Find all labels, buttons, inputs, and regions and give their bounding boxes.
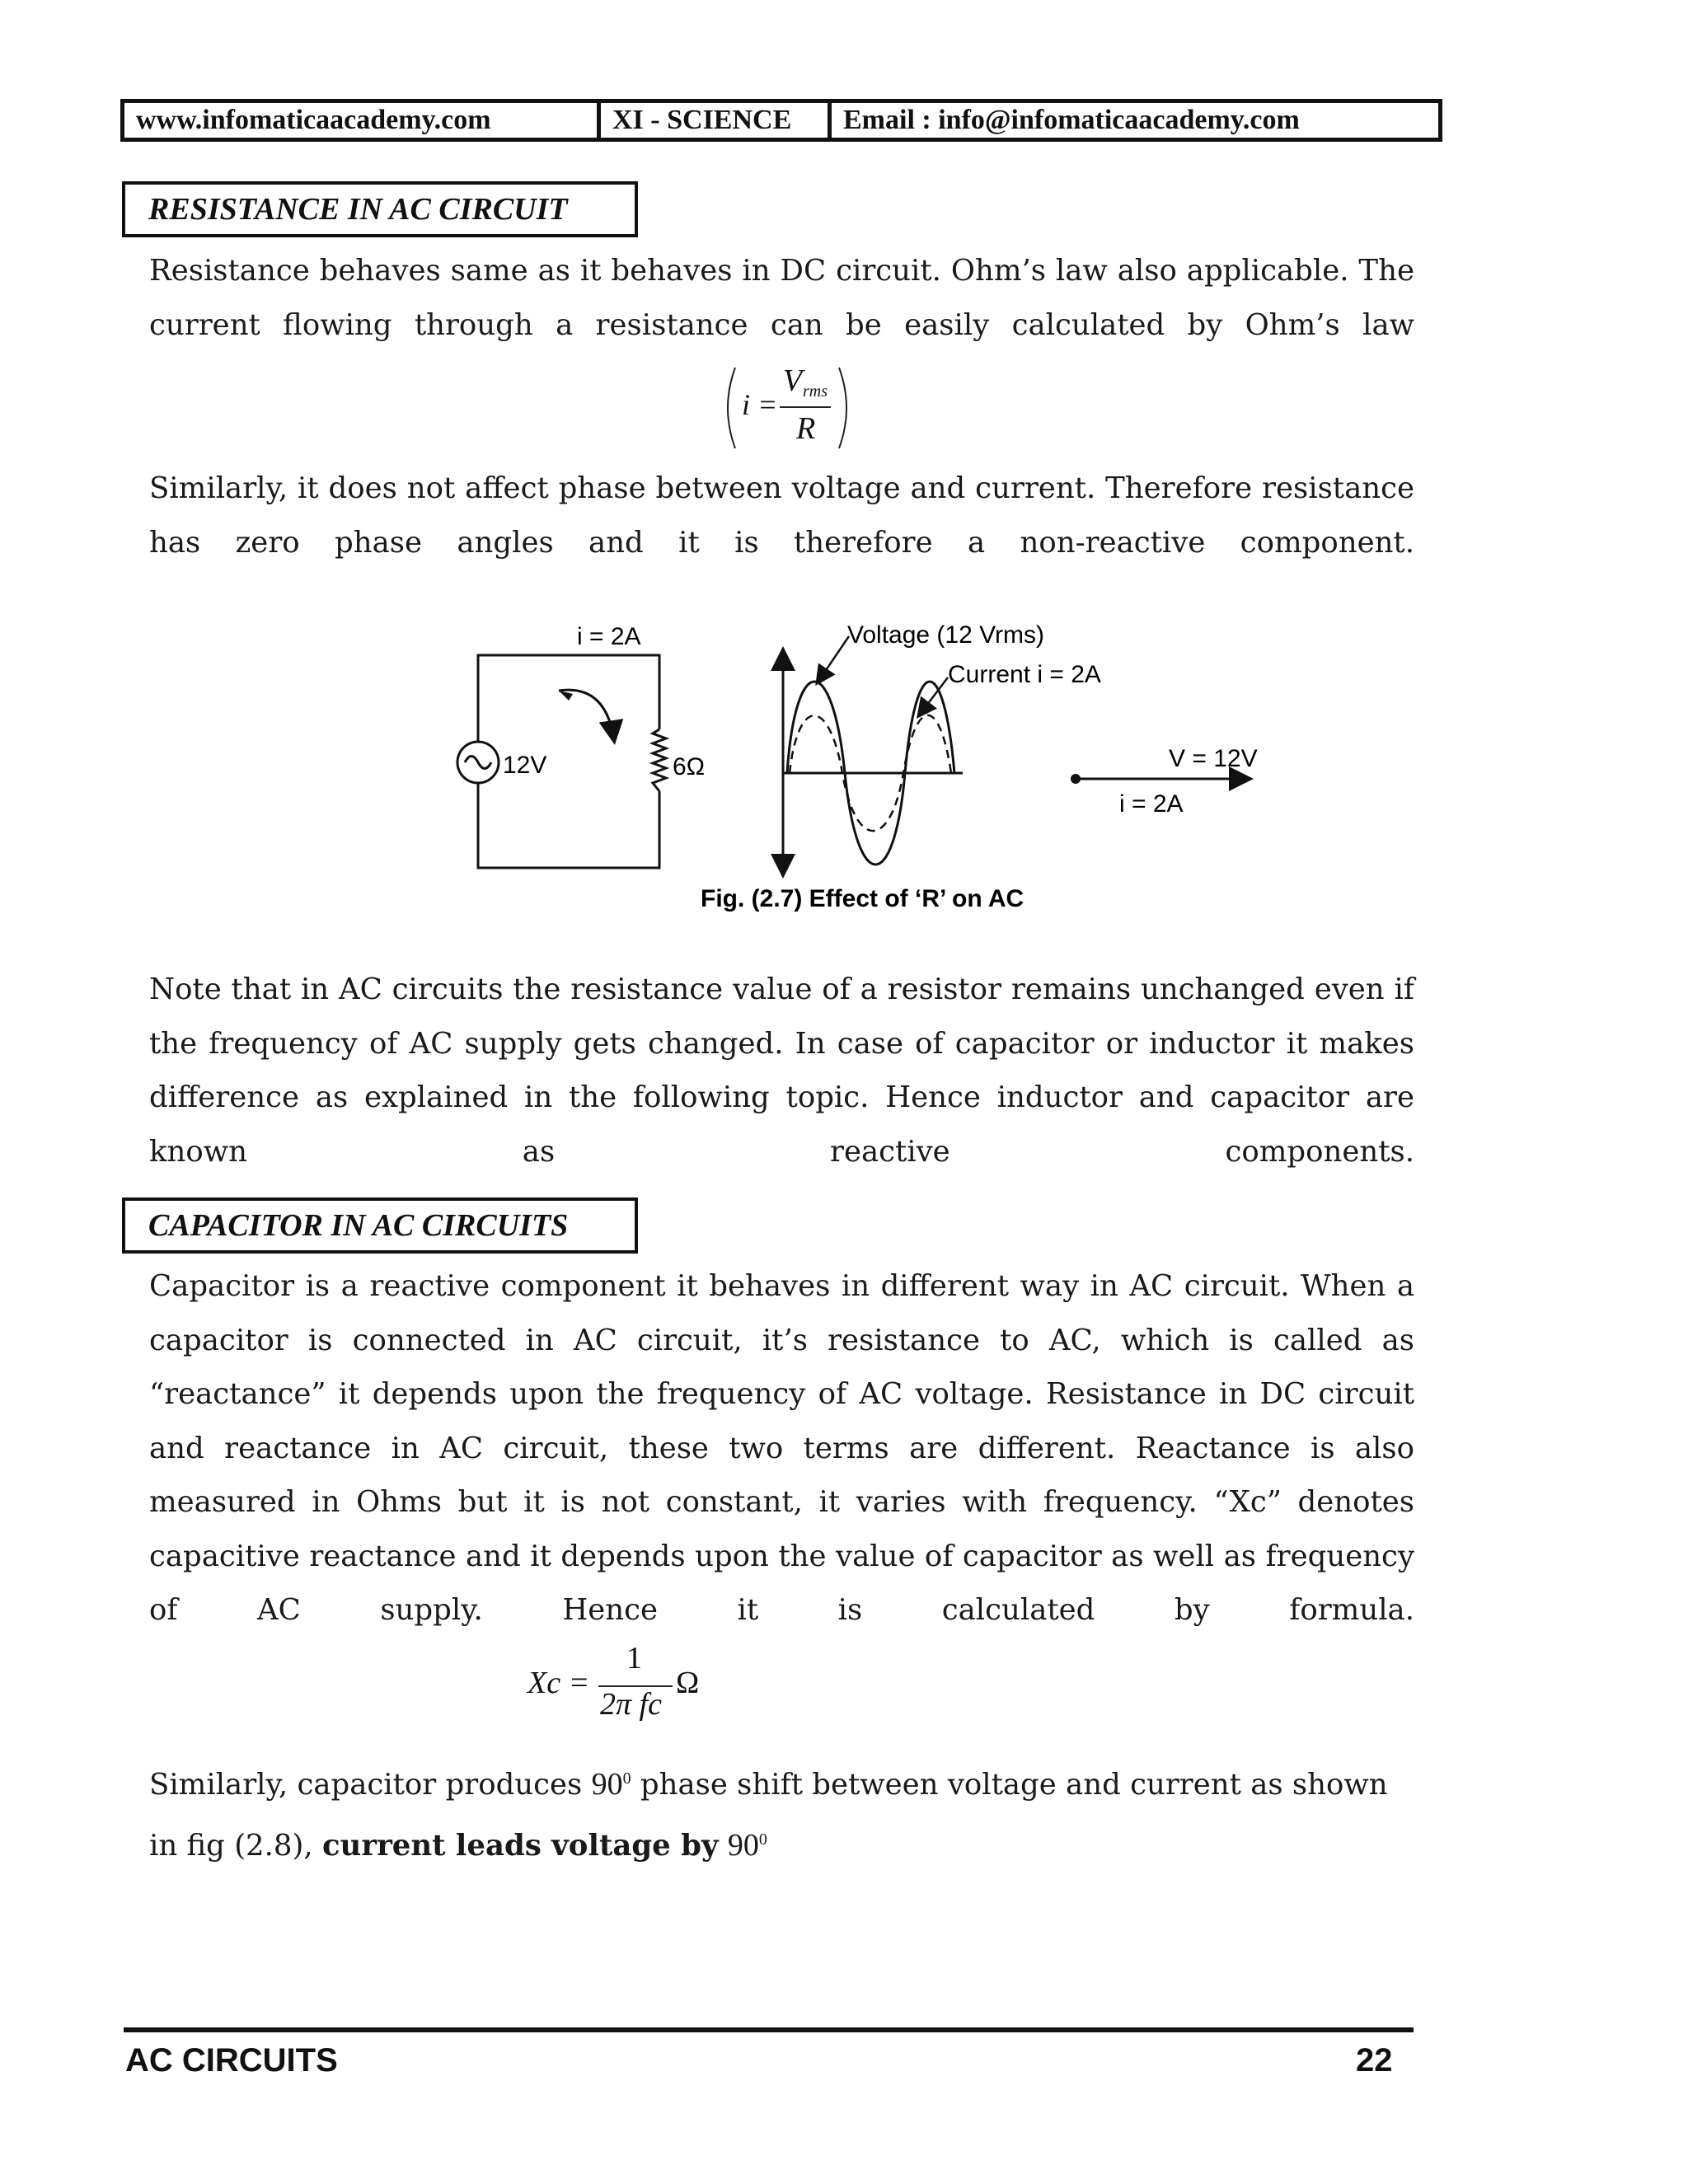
- capacitor-paragraph-1: Capacitor is a reactive component it behaves in different way in AC circuit. When a capacitor is connected in AC circuit, it’s resistance to AC, which is called as “reactance” it depends upon the frequency of AC voltage. Resistance in DC circuit and reactance in AC circuit, these two terms are different. Reactance is also measured in Ohms but it is not constant, it varies with frequency. “Xc” denotes capacitive reactance and it depends upon the value of capacitor as well as frequency of AC supply. Hence it is calculated by formula.: [149, 1269, 1414, 1627]
- phasor-diagram: [1071, 745, 1258, 818]
- section-heading-resistance: RESISTANCE IN AC CIRCUIT: [122, 181, 638, 237]
- phasor-voltage-label: V = 12V: [1169, 745, 1258, 772]
- header-email: Email : info@infomaticaacademy.com: [843, 105, 1300, 135]
- lead-degree-superscript: 0: [758, 1830, 767, 1849]
- figure-caption: Fig. (2.7) Effect of ‘R’ on AC: [701, 885, 1025, 912]
- resistor-value-label: 6Ω: [673, 753, 706, 780]
- degree-superscript: 0: [622, 1769, 631, 1788]
- ohms-law-formula: [717, 363, 857, 453]
- phasor-current-label: i = 2A: [1119, 790, 1184, 818]
- capacitor-paragraph-2: [149, 1752, 1418, 1811]
- footer-title: AC CIRCUITS: [125, 2042, 338, 2079]
- para2-text-b: phase shift between voltage and current as shown: [640, 1767, 1388, 1802]
- reactance-formula: [528, 1640, 717, 1731]
- circuit-current-label: i = 2A: [577, 623, 641, 650]
- xc-unit: Ω: [676, 1666, 700, 1700]
- lead-angle: 90: [727, 1827, 759, 1863]
- section-heading-capacitor: CAPACITOR IN AC CIRCUITS: [122, 1197, 638, 1254]
- header-website: www.infomaticaacademy.com: [124, 103, 601, 138]
- xc-numerator: 1: [626, 1641, 642, 1675]
- formula-denominator: R: [796, 411, 816, 446]
- voltage-wave-label: Voltage (12 Vrms): [847, 621, 1044, 649]
- capacitor-paragraph-3: [149, 1813, 1414, 1872]
- footer-divider: [124, 2027, 1414, 2032]
- formula-numerator: V: [783, 363, 803, 398]
- page-number: 22: [1356, 2042, 1393, 2079]
- formula-subscript: rms: [803, 382, 828, 401]
- resistance-paragraph-2: Similarly, it does not affect phase between voltage and current. Therefore resistance has zero phase angles and it is therefore a non-reactive component.: [149, 471, 1414, 560]
- header-class: XI - SCIENCE: [601, 103, 832, 138]
- waveform-graph: [783, 621, 1101, 874]
- formula-lhs: i =: [742, 388, 778, 421]
- resistance-paragraph-1: Resistance behaves same as it behaves in DC circuit. Ohm’s law also applicable. The current flowing through a resistance can be easily calculated by Ohm’s law: [149, 254, 1414, 342]
- page-header: [120, 99, 1442, 142]
- para3-bold-text: current leads voltage by: [321, 1828, 719, 1863]
- xc-denominator: 2π fc: [600, 1687, 662, 1722]
- resistor-icon: [653, 729, 666, 791]
- xc-lhs: Xc =: [528, 1666, 590, 1700]
- para2-text-a: Similarly, capacitor produces: [149, 1767, 583, 1802]
- circuit-schematic: [457, 623, 705, 868]
- para3-text-a: in fig (2.8),: [149, 1828, 313, 1863]
- source-voltage-label: 12V: [503, 752, 547, 779]
- current-wave-label: Current i = 2A: [948, 661, 1101, 688]
- note-paragraph: Note that in AC circuits the resistance value of a resistor remains unchanged even if the frequency of AC supply gets changed. In case of capacitor or inductor it makes difference as explained in the following topic. Hence inductor and capacitor are known as reactive components.: [149, 972, 1414, 1169]
- phase-angle: 90: [591, 1766, 623, 1802]
- figure-2-7: [437, 618, 1278, 935]
- figure-2-7-diagram: [437, 618, 1278, 931]
